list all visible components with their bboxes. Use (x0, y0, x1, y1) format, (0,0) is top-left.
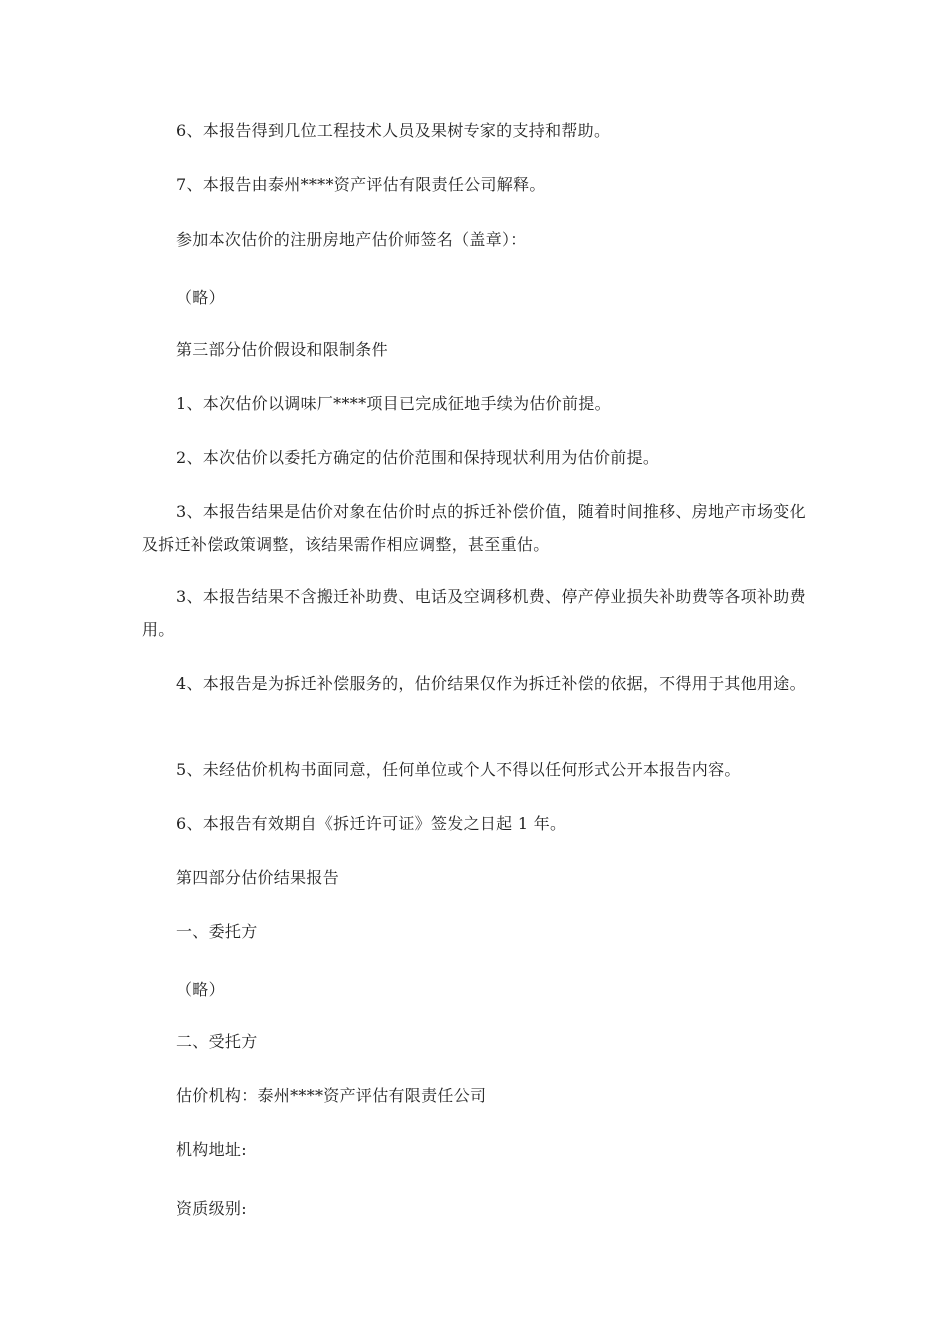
para-report-support: 6、本报告得到几位工程技术人员及果树专家的支持和帮助。 (176, 121, 611, 140)
para-assumption-4: 4、本报告是为拆迁补偿服务的，估价结果仅作为拆迁补偿的依据，不得用于其他用途。 (176, 674, 806, 693)
para-assumption-2: 2、本次估价以委托方确定的估价范围和保持现状利用为估价前提。 (176, 448, 660, 467)
para-omitted-1: （略） (176, 288, 225, 307)
para-omitted-2: （略） (176, 980, 225, 999)
section-heading-part4: 第四部分估价结果报告 (176, 868, 340, 887)
para-assumption-1: 1、本次估价以调味厂****项目已完成征地手续为估价前提。 (176, 394, 611, 413)
para-assumption-3b: 3、本报告结果不含搬迁补助费、电话及空调移机费、停产停业损失补助费等各项补助费用。 (142, 587, 806, 639)
para-appraisal-agency: 估价机构：泰州****资产评估有限责任公司 (176, 1086, 487, 1105)
para-report-interpretation: 7、本报告由泰州****资产评估有限责任公司解释。 (176, 175, 546, 194)
para-assumption-5: 5、未经估价机构书面同意，任何单位或个人不得以任何形式公开本报告内容。 (176, 760, 741, 779)
section-heading-part3: 第三部分估价假设和限制条件 (176, 340, 388, 359)
para-appraiser-signature: 参加本次估价的注册房地产估价师签名（盖章）： (176, 230, 527, 249)
para-agency-address: 机构地址: (176, 1140, 247, 1159)
para-assumption-3a: 3、本报告结果是估价对象在估价时点的拆迁补偿价值，随着时间推移、房地产市场变化及拆迁补偿政策调整，该结果需作相应调整，甚至重估。 (142, 502, 806, 554)
subheading-contractor: 二、受托方 (176, 1032, 258, 1051)
para-assumption-6: 6、本报告有效期自《拆迁许可证》签发之日起 1 年。 (176, 814, 567, 833)
subheading-client: 一、委托方 (176, 922, 258, 941)
para-qualification-level: 资质级别: (176, 1199, 247, 1218)
